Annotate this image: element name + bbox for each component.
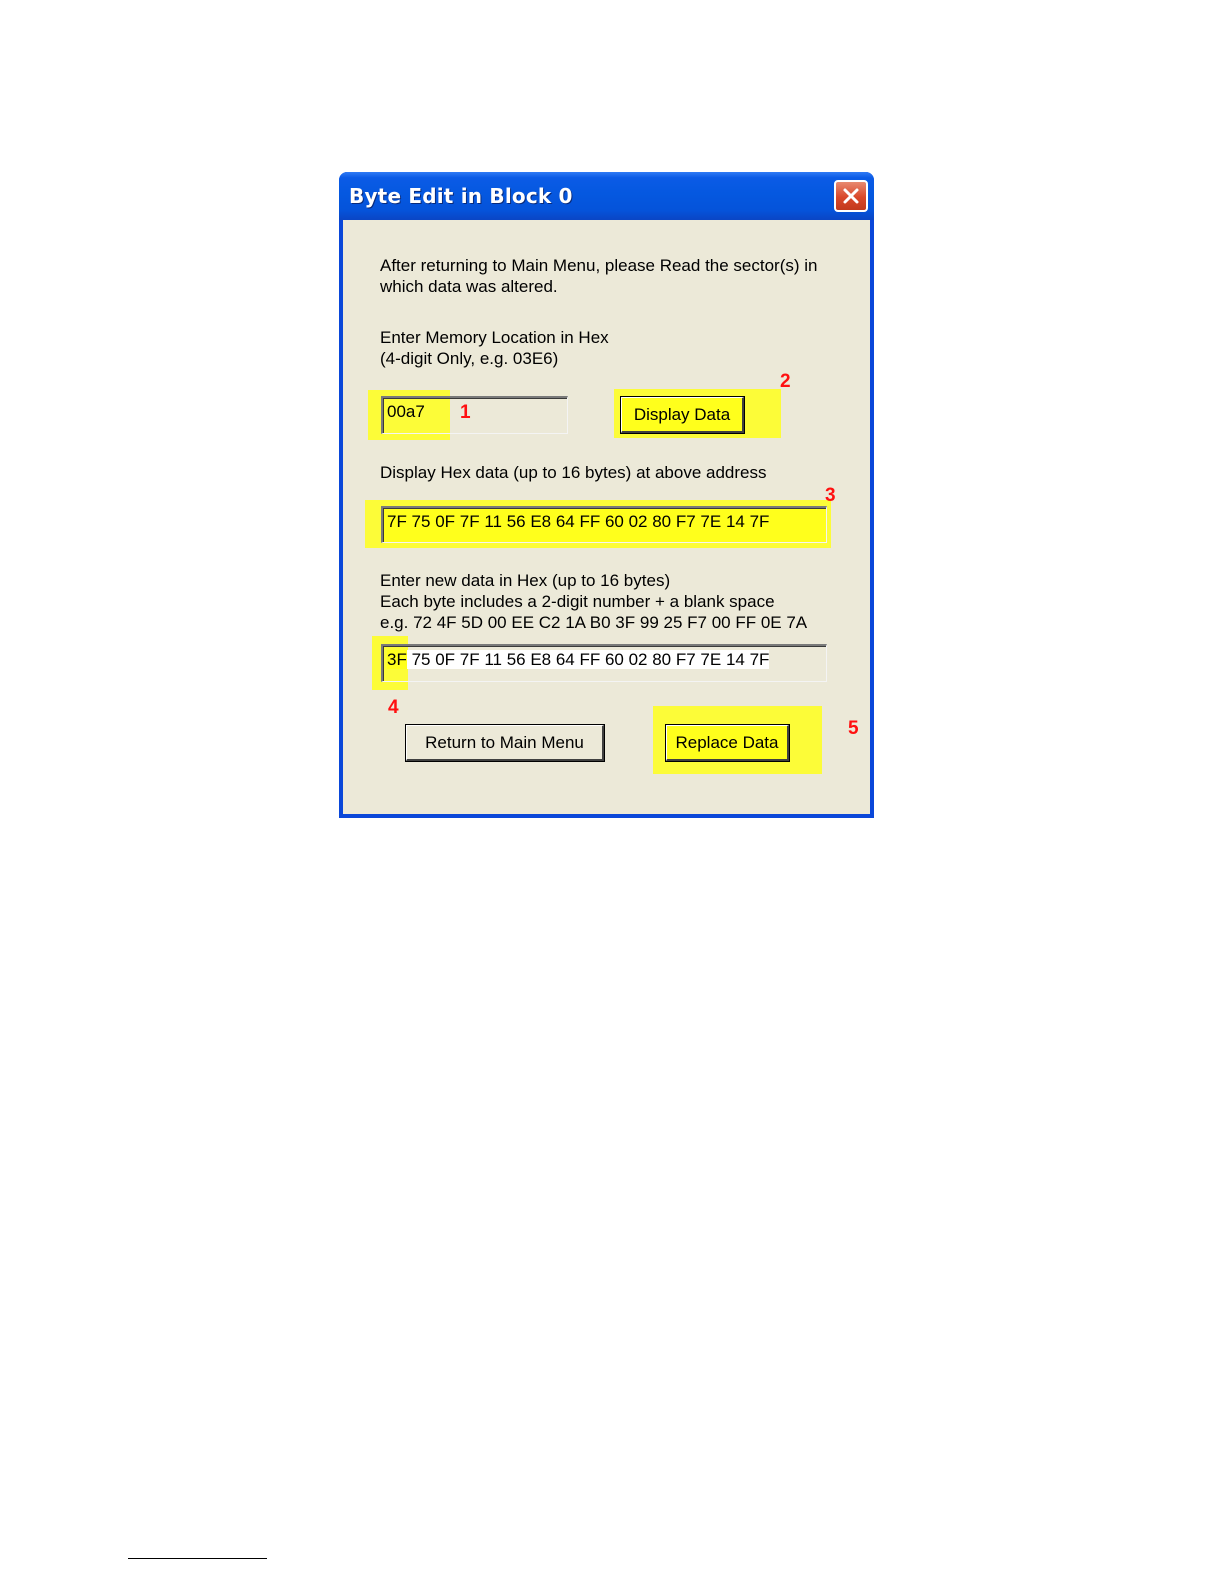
window-title: Byte Edit in Block 0 [349, 184, 573, 208]
new-data-first-byte: 3F [387, 650, 407, 669]
footnote-rule [128, 1558, 267, 1559]
close-x-icon [842, 187, 860, 205]
close-button[interactable] [834, 180, 868, 212]
byte-edit-dialog [339, 172, 874, 818]
replace-data-button[interactable] [666, 725, 789, 761]
replace-data-label: Replace Data [675, 732, 779, 752]
display-hex-output [381, 506, 827, 543]
memory-location-input[interactable] [381, 396, 568, 434]
display-data-button[interactable] [621, 397, 744, 433]
title-bar[interactable] [339, 172, 874, 220]
annotation-step-4: 4 [388, 697, 399, 718]
instruction-line-1: After returning to Main Menu, please Read the sector(s) in [380, 256, 818, 275]
new-data-rest: 75 0F 7F 11 56 E8 64 FF 60 02 80 F7 7E 14 7F [406, 650, 770, 669]
memory-location-hint: (4-digit Only, e.g. 03E6) [380, 349, 559, 368]
return-main-menu-label: Return to Main Menu [425, 732, 584, 752]
new-data-example: e.g. 72 4F 5D 00 EE C2 1A B0 3F 99 25 F7 00 FF 0E 7A [380, 613, 808, 632]
new-data-input[interactable] [381, 644, 827, 682]
annotation-step-5: 5 [848, 718, 859, 739]
instruction-line-2: which data was altered. [380, 277, 558, 296]
annotation-step-2: 2 [780, 371, 791, 392]
annotation-step-3: 3 [825, 485, 836, 506]
dialog-body [343, 220, 870, 814]
annotation-step-1: 1 [460, 402, 471, 423]
memory-location-label: Enter Memory Location in Hex [380, 328, 609, 347]
new-data-hint: Each byte includes a 2-digit number + a blank space [380, 592, 775, 611]
memory-location-value: 00a7 [387, 402, 425, 421]
display-data-label: Display Data [633, 404, 731, 424]
display-hex-label: Display Hex data (up to 16 bytes) at above address [380, 463, 767, 482]
return-main-menu-button[interactable] [406, 725, 604, 761]
new-data-label: Enter new data in Hex (up to 16 bytes) [380, 571, 671, 590]
display-hex-value: 7F 75 0F 7F 11 56 E8 64 FF 60 02 80 F7 7E 14 7F [387, 512, 770, 531]
